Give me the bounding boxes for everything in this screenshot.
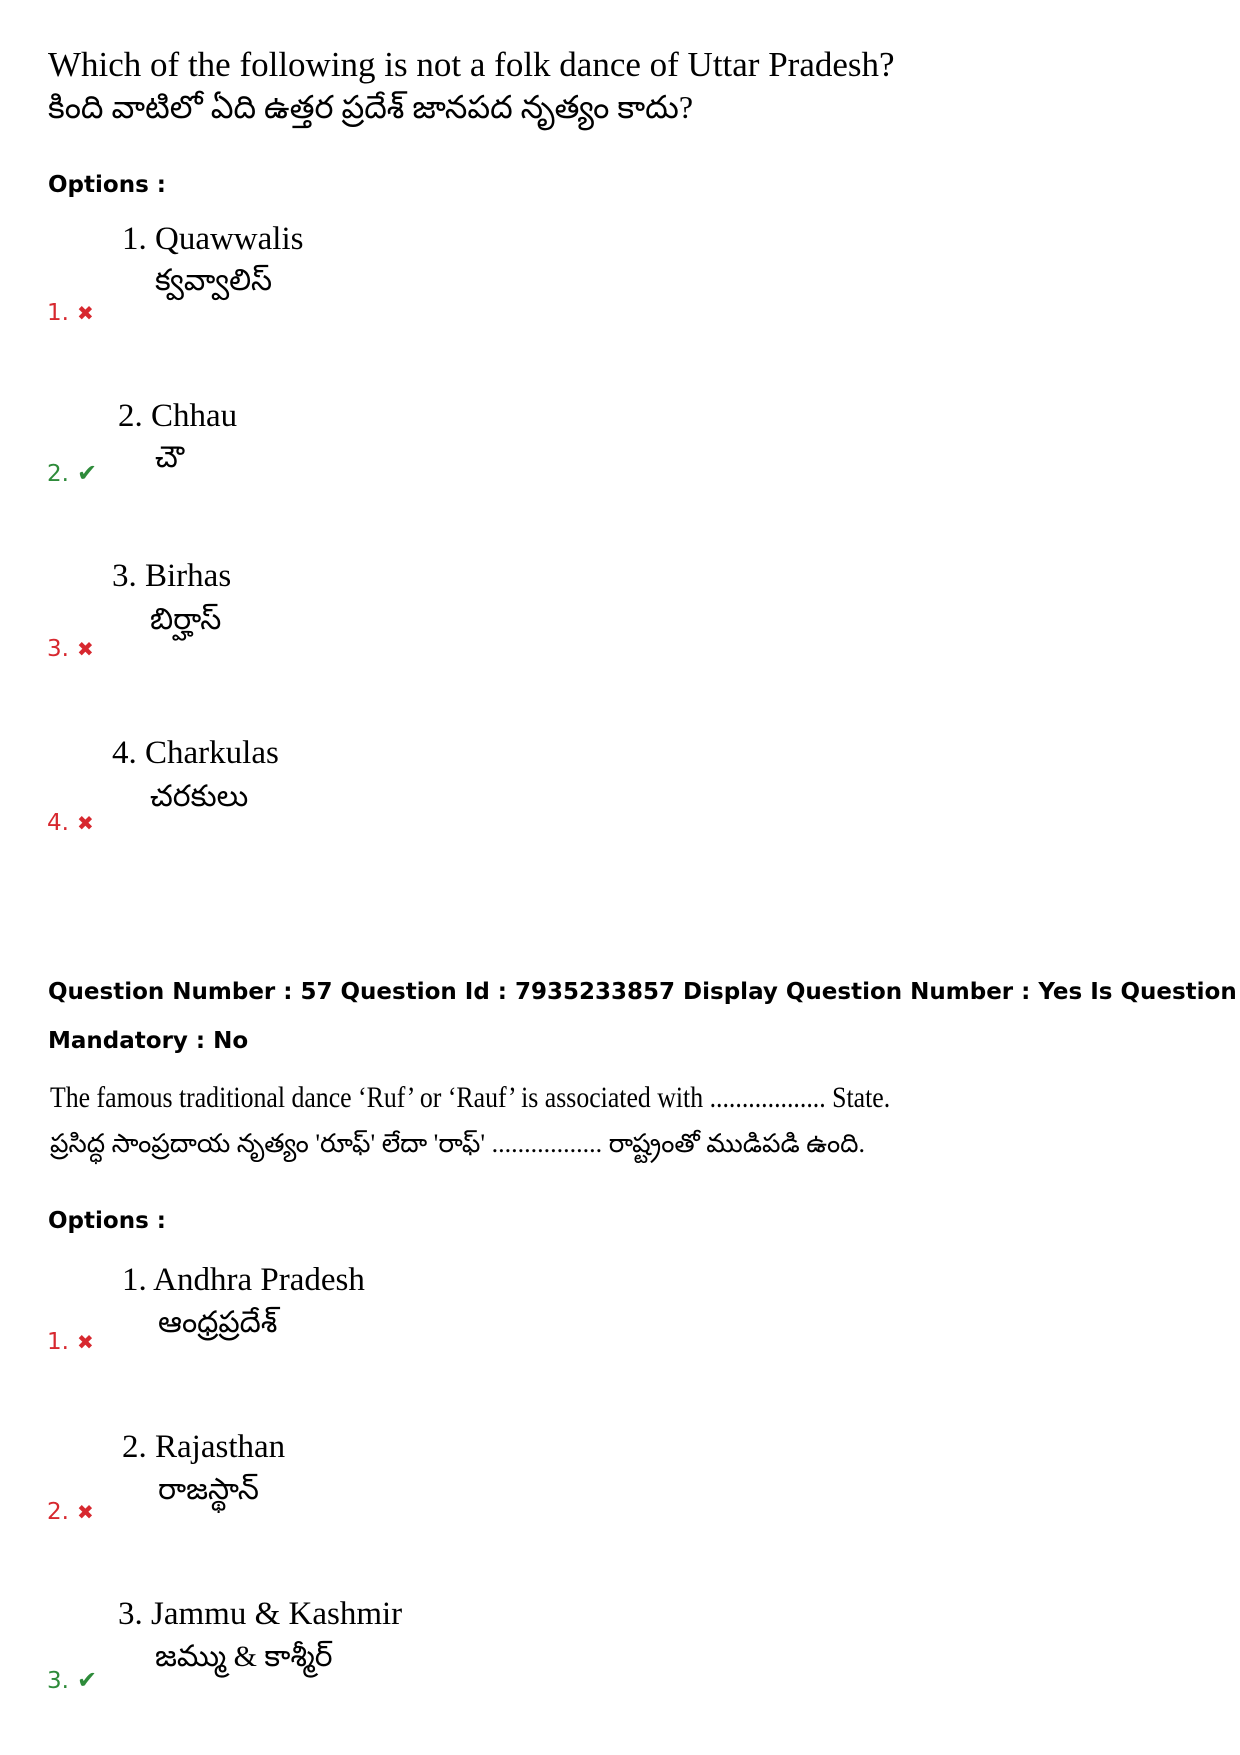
options-label: Options :: [48, 172, 166, 198]
option-2-text-telugu: చౌ: [155, 441, 185, 474]
option-1-text-telugu: క్వవ్వాలిస్: [155, 264, 273, 297]
option-number: 2.: [47, 1499, 69, 1525]
option-1-text-telugu: ఆంధ్రప్రదేశ్: [158, 1306, 278, 1339]
option-2-text-telugu: రాజస్థాన్: [158, 1473, 259, 1506]
question-meta-line-2: Mandatory : No: [48, 1028, 249, 1054]
option-1-text-english: 1. Andhra Pradesh: [122, 1262, 365, 1298]
option-3-text-english: 3. Birhas: [112, 558, 232, 594]
cross-icon: ✖: [76, 1330, 94, 1354]
check-icon: ✔: [76, 459, 98, 487]
cross-icon: ✖: [76, 637, 94, 661]
cross-icon: ✖: [76, 301, 94, 325]
option-3-text-telugu: జమ్ము & కాశ్మీర్: [155, 1640, 333, 1673]
option-1-marker: [47, 1327, 94, 1357]
option-number: 4.: [47, 810, 69, 836]
option-3-marker: [47, 1665, 97, 1696]
option-number: 3.: [47, 1668, 69, 1694]
option-number: 3.: [47, 636, 69, 662]
option-4-marker: [47, 808, 94, 838]
option-3-marker: [47, 634, 94, 664]
option-2-text-english: 2. Chhau: [118, 398, 238, 434]
question-meta-line-1: Question Number : 57 Question Id : 7935233857 Display Question Number : Yes Is Question: [48, 979, 1237, 1005]
option-number: 2.: [47, 461, 69, 487]
option-4-text-telugu: చరకులు: [150, 780, 249, 813]
option-number: 1.: [47, 300, 69, 326]
check-icon: ✔: [76, 1666, 98, 1694]
option-2-marker: [47, 458, 97, 489]
cross-icon: ✖: [76, 811, 94, 835]
question-text-english: Which of the following is not a folk dance of Uttar Pradesh?: [48, 45, 895, 84]
option-2-marker: [47, 1497, 94, 1527]
option-1-text-english: 1. Quawwalis: [122, 221, 304, 257]
options-label: Options :: [48, 1208, 166, 1234]
option-4-text-english: 4. Charkulas: [112, 735, 279, 771]
option-1-marker: [47, 298, 94, 328]
option-3-text-telugu: బిర్హాస్: [150, 603, 222, 636]
question-text-telugu: కింది వాటిలో ఏది ఉత్తర ప్రదేశ్ జానపద నృత్యం కాదు?: [48, 89, 694, 125]
question-text-telugu: ప్రసిద్ధ సాంప్రదాయ నృత్యం 'రూఫ్' లేదా 'రాఫ్' ................. రాష్ట్రంతో ముడిపడి ఉంది.: [50, 1129, 866, 1158]
option-2-text-english: 2. Rajasthan: [122, 1429, 286, 1465]
option-number: 1.: [47, 1329, 69, 1355]
cross-icon: ✖: [76, 1500, 94, 1524]
question-text-english: The famous traditional dance ‘Ruf’ or ‘Rauf’ is associated with .................. State.: [50, 1081, 891, 1114]
option-3-text-english: 3. Jammu & Kashmir: [118, 1596, 403, 1632]
